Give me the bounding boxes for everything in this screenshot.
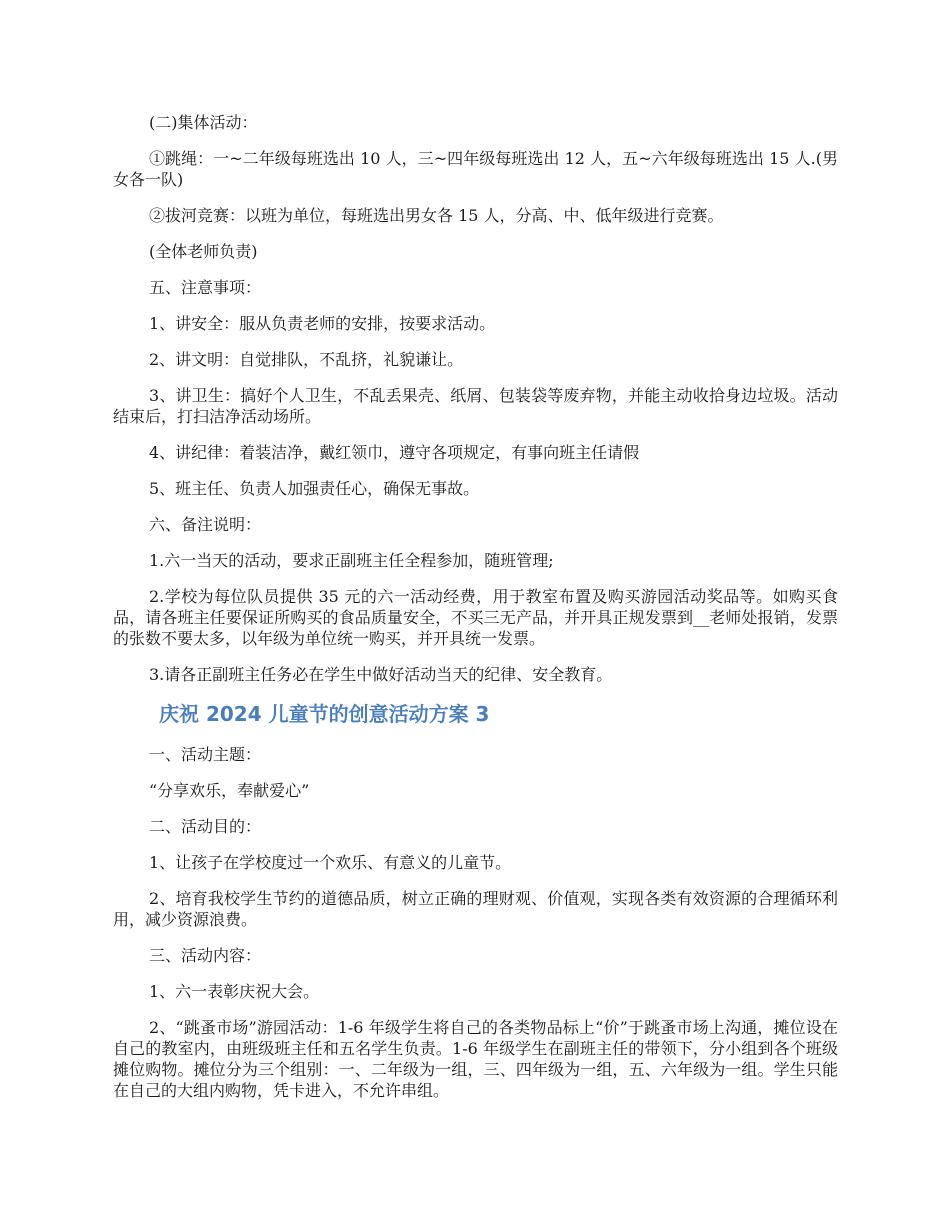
- paragraph-remark-3: 3.请各正副班主任务必在学生中做好活动当天的纪律、安全教育。: [149, 665, 613, 684]
- paragraph-discipline: 4、讲纪律：着装洁净，戴红领巾，遵守各项规定，有事向班主任请假: [149, 443, 640, 462]
- paragraph-collective-activities: (二)集体活动：: [149, 113, 258, 132]
- paragraph-remark-1: 1.六一当天的活动，要求正副班主任全程参加，随班管理;: [149, 551, 554, 570]
- paragraph-purpose-1: 1、让孩子在学校度过一个欢乐、有意义的儿童节。: [149, 853, 512, 872]
- paragraph-jump-rope: ①跳绳：一~二年级每班选出 10 人，三~四年级每班选出 12 人，五~六年级每班选出 15 人.(男女各一队): [113, 149, 838, 189]
- paragraph-safety: 1、讲安全：服从负责老师的安排，按要求活动。: [149, 314, 496, 333]
- document-body: [113, 112, 838, 1116]
- paragraph-notes-heading: 五、注意事项：: [149, 278, 262, 297]
- paragraph-civility: 2、讲文明：自觉排队，不乱挤，礼貌谦让。: [149, 350, 464, 369]
- paragraph-content-2: 2、“跳蚤市场”游园活动：1-6 年级学生将自己的各类物品标上“价”于跳蚤市场上沟通，摊位设在自己的教室内，由班级班主任和五名学生负责。1-6 年级学生在副班主任的带领下，分小组到各个班级摊位购物。摊位分为三个组别：一、二年级为一组，三、四年级为一组，五、六年级为一组。学生只能在自己的大组内购物，凭卡进入，不允许串组。: [113, 1018, 838, 1100]
- section-heading: 庆祝 2024 儿童节的创意活动方案 3: [159, 702, 490, 726]
- paragraph-content-1: 1、六一表彰庆祝大会。: [149, 982, 320, 1001]
- paragraph-theme: “分享欢乐，奉献爱心”: [149, 781, 310, 800]
- paragraph-remarks-heading: 六、备注说明：: [149, 515, 262, 534]
- paragraph-purpose-heading: 二、活动目的：: [149, 817, 262, 836]
- paragraph-responsibility: 5、班主任、负责人加强责任心，确保无事故。: [149, 479, 480, 498]
- paragraph-hygiene: 3、讲卫生：搞好个人卫生，不乱丢果壳、纸屑、包装袋等废弃物，并能主动收拾身边垃圾。活动结束后，打扫洁净活动场所。: [113, 386, 838, 426]
- paragraph-teachers-responsible: (全体老师负责): [149, 242, 258, 261]
- paragraph-theme-heading: 一、活动主题：: [149, 745, 262, 764]
- paragraph-tug-of-war: ②拔河竞赛：以班为单位，每班选出男女各 15 人，分高、中、低年级进行竞赛。: [149, 206, 724, 225]
- paragraph-purpose-2: 2、培育我校学生节约的道德品质，树立正确的理财观、价值观，实现各类有效资源的合理循环利用，减少资源浪费。: [113, 889, 838, 929]
- paragraph-remark-2: 2.学校为每位队员提供 35 元的六一活动经费，用于教室布置及购买游园活动奖品等。如购买食品，请各班主任要保证所购买的食品质量安全，不买三无产品，并开具正规发票到__老师处报销，发票的张数不要太多，以年级为单位统一购买，并开具统一发票。: [113, 587, 838, 648]
- paragraph-content-heading: 三、活动内容：: [149, 946, 262, 965]
